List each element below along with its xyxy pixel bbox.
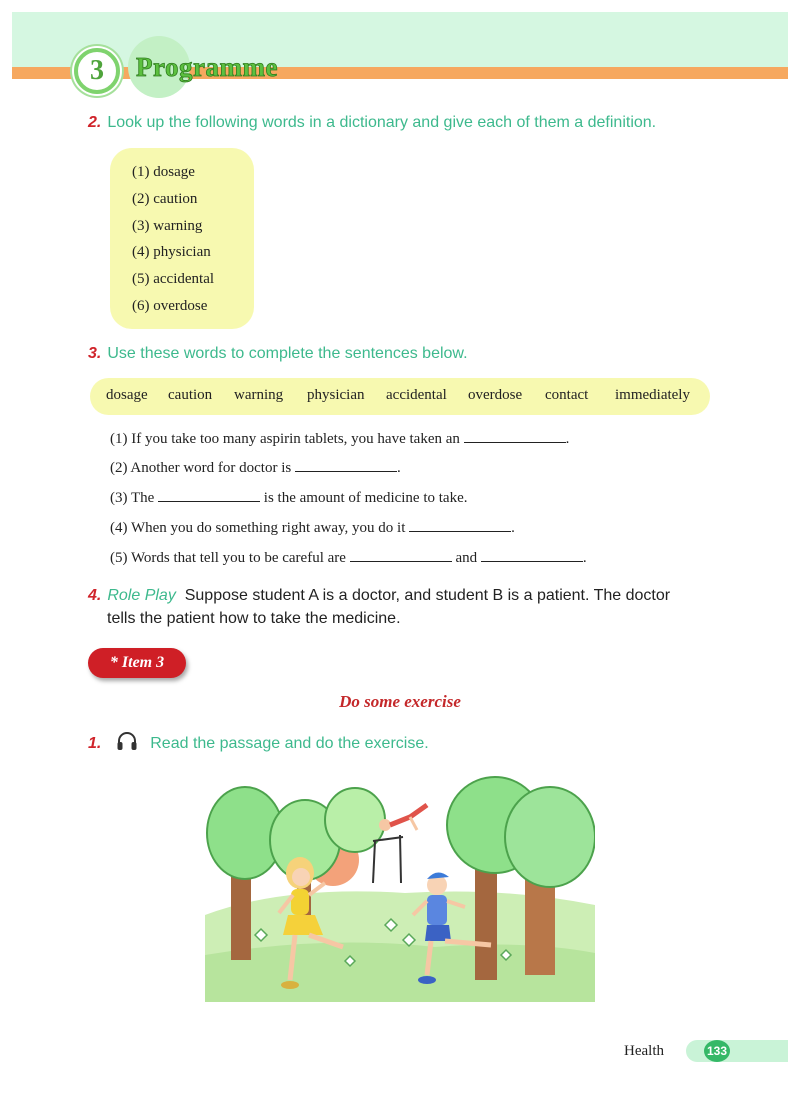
question-3 bbox=[88, 345, 468, 363]
word-list-box bbox=[110, 148, 254, 329]
question-2 bbox=[88, 114, 656, 132]
fill-in-blank bbox=[481, 548, 583, 562]
list-item: (3) warning bbox=[132, 217, 203, 234]
sentence-text: is the amount of medicine to take. bbox=[260, 490, 468, 506]
word-bank bbox=[90, 378, 710, 415]
question-instruction: Use these words to complete the sentences below. bbox=[107, 345, 468, 362]
exercise-illustration bbox=[205, 775, 595, 1002]
question-instruction: Read the passage and do the exercise. bbox=[150, 735, 429, 752]
sentence-text: (2) Another word for doctor is bbox=[110, 460, 295, 476]
word-bank-item: dosage bbox=[106, 387, 148, 403]
fill-in-blank bbox=[295, 458, 397, 472]
sentence-text: (5) Words that tell you to be careful are bbox=[110, 550, 350, 566]
item-badge bbox=[88, 648, 186, 678]
question-number: 4. bbox=[88, 587, 102, 604]
sentence-text: (4) When you do something right away, you do it bbox=[110, 520, 410, 536]
sentence bbox=[110, 458, 401, 477]
word-bank-item: warning bbox=[234, 387, 284, 403]
fill-in-blank bbox=[158, 488, 260, 502]
item-badge-label: * Item 3 bbox=[109, 654, 165, 671]
word-bank-item: immediately bbox=[615, 387, 690, 403]
fill-in-blank bbox=[409, 518, 511, 532]
question-text: Suppose student A is a doctor, and student B is a patient. The doctor bbox=[184, 587, 671, 604]
sentence-text: . bbox=[511, 520, 515, 536]
question-4 bbox=[88, 584, 670, 630]
word-bank-item: physician bbox=[307, 387, 365, 403]
question-1 bbox=[88, 731, 429, 753]
sentence bbox=[110, 548, 587, 567]
question-number: 1. bbox=[88, 735, 102, 752]
list-item: (1) dosage bbox=[132, 164, 195, 180]
footer-band bbox=[686, 1040, 788, 1062]
list-item: (6) overdose bbox=[132, 297, 208, 314]
word-bank-item: contact bbox=[545, 387, 589, 403]
list-item: (5) accidental bbox=[132, 271, 215, 288]
list-item: (4) physician bbox=[132, 244, 211, 261]
unit-number: 3 bbox=[90, 55, 104, 86]
list-item: (2) caution bbox=[132, 190, 198, 207]
role-play-label: Role Play bbox=[107, 587, 176, 604]
section-title: Programme bbox=[136, 52, 278, 82]
sentence-text: . bbox=[565, 431, 570, 447]
headphones-icon bbox=[116, 731, 138, 751]
question-instruction: Look up the following words in a dictionary and give each of them a definition. bbox=[107, 114, 657, 131]
item-title: Do some exercise bbox=[339, 692, 461, 711]
question-number: 3. bbox=[88, 345, 102, 362]
question-text: tells the patient how to take the medicine. bbox=[107, 610, 401, 627]
sentence-text: (3) The bbox=[110, 490, 159, 506]
question-number: 2. bbox=[88, 114, 102, 131]
sentence-text: and bbox=[451, 550, 481, 566]
word-bank-item: accidental bbox=[386, 387, 447, 403]
page-number: 133 bbox=[704, 1040, 730, 1062]
word-list bbox=[132, 162, 214, 323]
word-bank-item: overdose bbox=[468, 387, 523, 403]
word-bank-item: caution bbox=[168, 387, 213, 403]
fill-in-blank bbox=[350, 548, 452, 562]
sentence bbox=[110, 429, 569, 448]
unit-number-badge bbox=[74, 48, 120, 94]
sentence-text: (1) If you take too many aspirin tablets, you have taken an bbox=[110, 431, 464, 447]
sentence bbox=[110, 488, 468, 507]
sentence-text: . bbox=[582, 550, 587, 566]
fill-in-blank bbox=[464, 429, 566, 443]
sentence bbox=[110, 518, 515, 537]
footer-label: Health bbox=[624, 1043, 664, 1059]
sentence-text: . bbox=[396, 460, 401, 476]
